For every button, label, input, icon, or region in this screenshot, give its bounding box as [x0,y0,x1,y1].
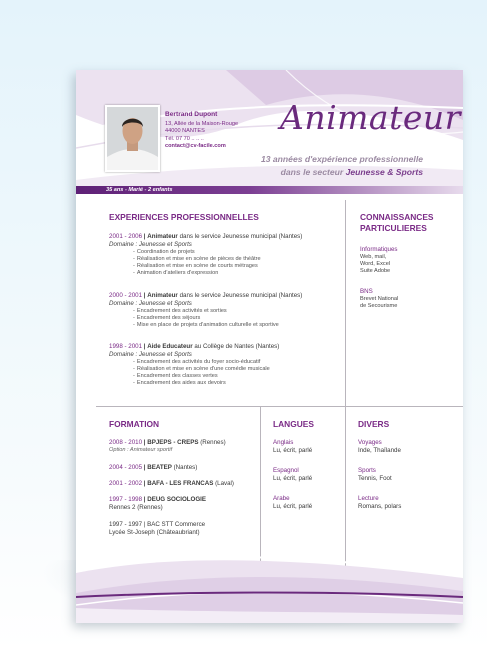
experience-item [109,292,302,329]
experience-domain: Domaine : Jeunesse et Sports [109,350,192,358]
task-item: - Animation d'ateliers d'expression [133,270,219,277]
task-item: - Encadrement des séjours [133,314,201,321]
divers-item [358,467,392,483]
contact-block [165,111,238,150]
divers-item [358,439,401,455]
experience-item [109,343,279,387]
experience-place: au Collège de Nantes (Nantes) [192,343,280,350]
phone-number: Tél. 07 70 .. .. .. [165,135,204,142]
task-item: - Encadrement des activités du foyer socio-éducatif [133,358,261,365]
task-item: - Réalisation et mise en scène d'une comédie musicale [133,365,270,372]
langue-label: Arabe [273,495,290,502]
divider-vertical-top [345,200,346,406]
divers-value: Inde, Thaïlande [358,446,401,454]
formation-school: Lycée St-Joseph (Châteaubriant) [109,528,200,536]
cv-sheet [76,70,463,623]
knowledge-line: Brevet National [360,295,399,302]
experience-sep: | [143,292,146,299]
divers-value: Tennis, Foot [358,474,392,482]
experience-sep: | [143,343,146,350]
langue-level: Lu, écrit, parlé [273,446,313,454]
knowledge-heading-line-2: PARTICULIERES [360,223,427,233]
knowledge-heading-line-1: CONNAISSANCES [360,212,434,222]
experience-dates: 1998 - 2001 [109,343,143,350]
knowledge-line: de Secourisme [360,302,398,309]
email-address[interactable]: contact@cv-facile.com [165,142,226,149]
profile-photo [105,105,160,172]
divers-label: Lecture [358,495,379,502]
formation-item: 1997 - 1998 | DEUG SOCIOLOGIE Rennes 2 (Rennes) [109,496,207,511]
task-item: - Encadrement des classes vertes [133,373,218,379]
langue-item [273,495,312,511]
experience-role: Animateur [147,292,178,299]
divers-label: Voyages [358,439,382,446]
langues-heading: LANGUES [273,419,314,429]
langue-item [273,467,312,483]
divers-label: Sports [358,467,376,474]
formation-school: Rennes 2 (Rennes) [109,503,163,511]
knowledge-item [360,288,398,310]
knowledge-item [360,246,398,275]
formation-item: 2008 - 2010 | BPJEPS - CREPS (Rennes) Option : Animateur sportif [109,439,226,453]
experience-domain: Domaine : Jeunesse et Sports [109,299,192,307]
formation-item: 2001 - 2002 | BAFA - LES FRANCAS (Laval) [109,480,234,487]
knowledge-label: BNS [360,288,373,295]
experience-place: dans le service Jeunesse municipal (Nantes) [177,292,303,299]
knowledge-label: Informatiques [360,246,398,253]
divider-vertical-formation [260,406,261,566]
divers-heading: DIVERS [358,419,390,429]
task-item: - Coordination de projets [133,248,195,255]
knowledge-line: Word, Excel [360,260,391,267]
knowledge-line: Web, mail, [360,253,387,260]
experience-domain: Domaine : Jeunesse et Sports [109,240,192,248]
experience-role: Animateur [147,233,178,240]
experience-place: dans le service Jeunesse municipal (Nantes) [177,233,303,240]
experience-role: Aide Educateur [147,343,193,350]
footer-wave-decoration [76,553,463,623]
personal-status: 35 ans - Marié - 2 enfants [106,187,173,193]
formation-heading: FORMATION [109,419,160,429]
knowledge-heading [360,212,434,234]
task-item: - Mise en place de projets d'animation culturelle et sportive [133,322,279,328]
formation-option: Option : Animateur sportif [109,446,173,453]
formation-item: 1997 - 1997 | BAC STT Commerce Lycée St-Joseph (Châteaubriant) [109,521,206,536]
langue-item [273,439,312,455]
task-item: - Encadrement des activités et sorties [133,307,227,314]
langue-label: Anglais [273,439,294,446]
tagline-line-1: 13 années d'expérience professionnelle [260,154,423,164]
divers-item [358,495,401,511]
divers-value: Romans, polars [358,502,402,510]
experience-item [109,233,302,277]
candidate-name: Bertrand Dupont [165,111,218,118]
experience-sep: | [143,233,146,240]
divider-vertical-langues [345,406,346,566]
tagline-highlight: Jeunesse & Sports [345,167,423,177]
knowledge-line: Suite Adobe [360,267,391,274]
task-item: - Encadrement des aides aux devoirs [133,380,226,387]
formation-item: 2004 - 2005 | BEATEP (Nantes) [109,464,198,471]
langue-level: Lu, écrit, parlé [273,474,313,482]
experiences-heading: EXPERIENCES PROFESSIONNELLES [109,212,259,222]
langue-label: Espagnol [273,467,299,474]
divider-horizontal [96,406,463,407]
tagline-prefix: dans le secteur [280,167,344,177]
address-line-1: 13, Allée de la Maison-Rouge [165,121,239,128]
experience-dates: 2000 - 2001 [109,292,143,299]
task-item: - Réalisation et mise en scène de courts métrages [133,263,258,269]
tagline-line-2 [281,167,423,177]
job-title: Animateur [280,98,461,137]
address-line-2: 44000 NANTES [165,128,205,135]
langue-level: Lu, écrit, parlé [273,502,313,510]
experience-dates: 2001 - 2006 [109,233,143,240]
portrait-image [107,107,158,170]
task-item: - Réalisation et mise en scène de pièces de théâtre [133,255,261,262]
status-bar [76,186,463,194]
